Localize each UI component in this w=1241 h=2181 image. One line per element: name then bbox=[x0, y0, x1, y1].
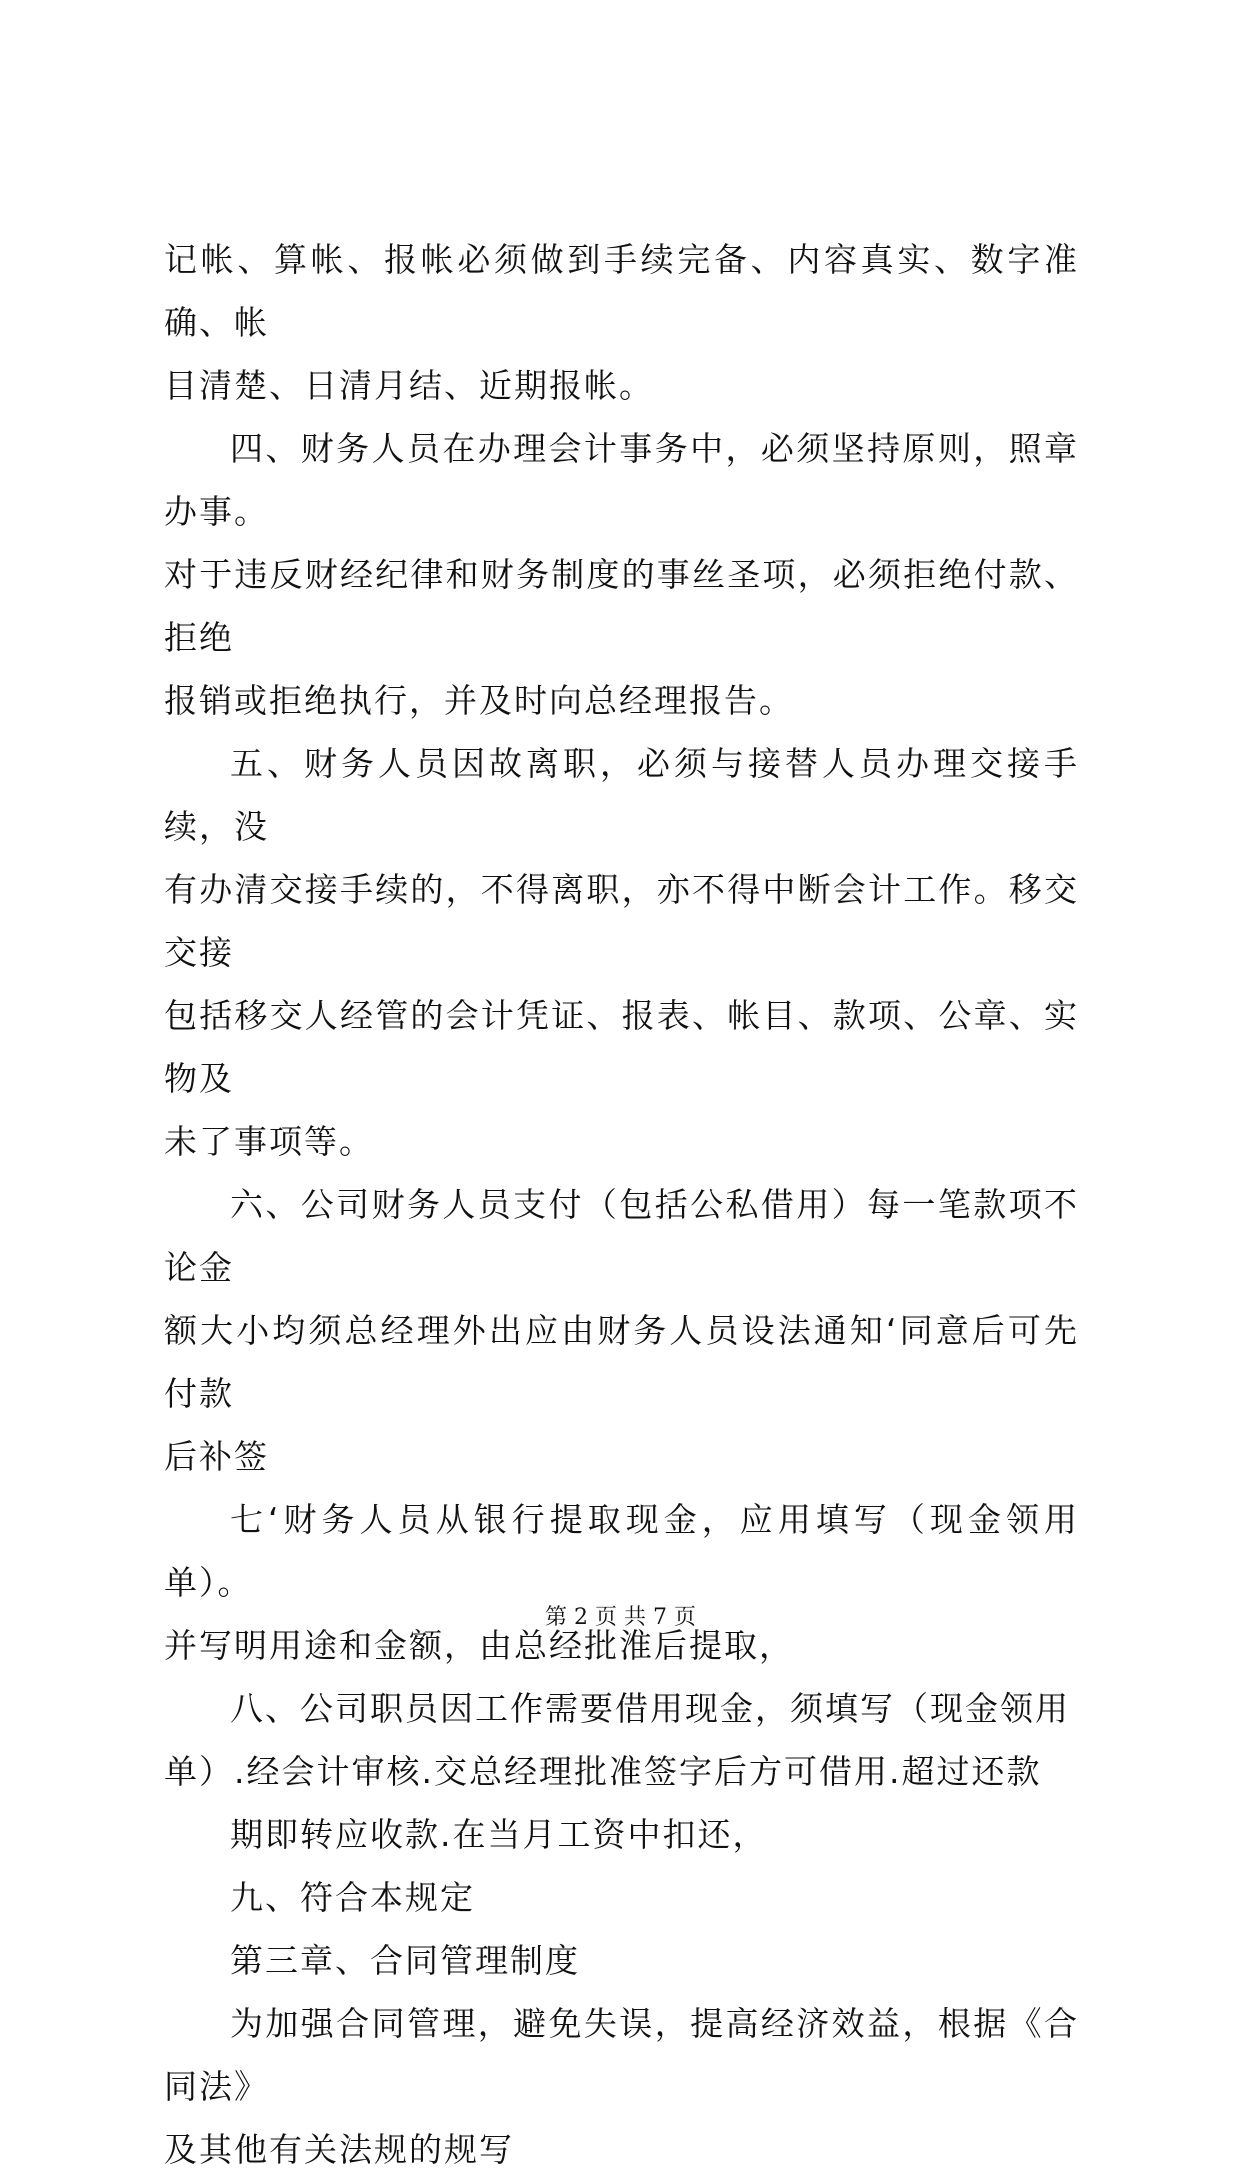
text-line: 四、财务人员在办理会计事务中，必须坚持原则，照章办事。 bbox=[164, 429, 1079, 531]
text-line: 八、公司职员因工作需要借用现金，须填写（现金领用 bbox=[230, 1689, 1070, 1728]
document-body bbox=[164, 228, 1079, 2181]
paragraph bbox=[164, 1677, 1079, 1803]
text-line: 七‘财务人员从银行提取现金，应用填写（现金领用单）。 bbox=[164, 1500, 1079, 1602]
text-line: 五、财务人员因故离职，必须与接替人员办理交接手续，没 bbox=[164, 744, 1079, 846]
text-line: 六、公司财务人员支付（包括公私借用）每一笔款项不论金 bbox=[164, 1185, 1079, 1287]
text-line: 包括移交人经管的会计凭证、报表、帐目、款项、公章、实物及 bbox=[164, 996, 1079, 1098]
text-line: 单）.经会计审核.交总经理批准签字后方可借用.超过还款 bbox=[164, 1752, 1042, 1791]
paragraph bbox=[164, 1803, 1079, 1866]
text-line: 及其他有关法规的规写 bbox=[164, 2130, 514, 2169]
text-line: 记帐、算帐、报帐必须做到手续完备、内容真实、数字准确、帐 bbox=[164, 240, 1079, 342]
text-line: 额大小均须总经理外出应由财务人员设法通知‘同意后可先付款 bbox=[164, 1311, 1079, 1413]
text-line: 报销或拒绝执行，并及时向总经理报告。 bbox=[164, 681, 794, 720]
paragraph bbox=[164, 417, 1079, 732]
text-line: 有办清交接手续的，不得离职，亦不得中断会计工作。移交交接 bbox=[164, 870, 1079, 972]
text-line: 目清楚、日清月结、近期报帐。 bbox=[164, 366, 654, 405]
paragraph bbox=[164, 228, 1079, 417]
text-line: 未了事项等。 bbox=[164, 1122, 374, 1161]
page-number-footer: 第 2 页 共 7 页 bbox=[545, 1605, 696, 1630]
text-line: 第三章、合同管理制度 bbox=[230, 1941, 580, 1980]
text-line: 九、符合本规定 bbox=[230, 1878, 475, 1917]
text-line: 对于违反财经纪律和财务制度的事丝圣项，必须拒绝付款、拒绝 bbox=[164, 555, 1079, 657]
text-line: 并写明用途和金额，由总经批淮后提取， bbox=[164, 1626, 794, 1665]
chapter-heading bbox=[164, 1929, 1079, 1992]
paragraph bbox=[164, 1866, 1079, 1929]
paragraph bbox=[164, 1488, 1079, 1677]
text-line: 后补签 bbox=[164, 1437, 269, 1476]
text-line: 期即转应收款.在当月工资中扣还， bbox=[230, 1815, 768, 1854]
text-line: 为加强合同管理，避免失误，提高经济效益，根据《合同法》 bbox=[164, 2004, 1079, 2106]
paragraph bbox=[164, 1992, 1079, 2181]
paragraph bbox=[164, 1173, 1079, 1488]
paragraph bbox=[164, 732, 1079, 1173]
